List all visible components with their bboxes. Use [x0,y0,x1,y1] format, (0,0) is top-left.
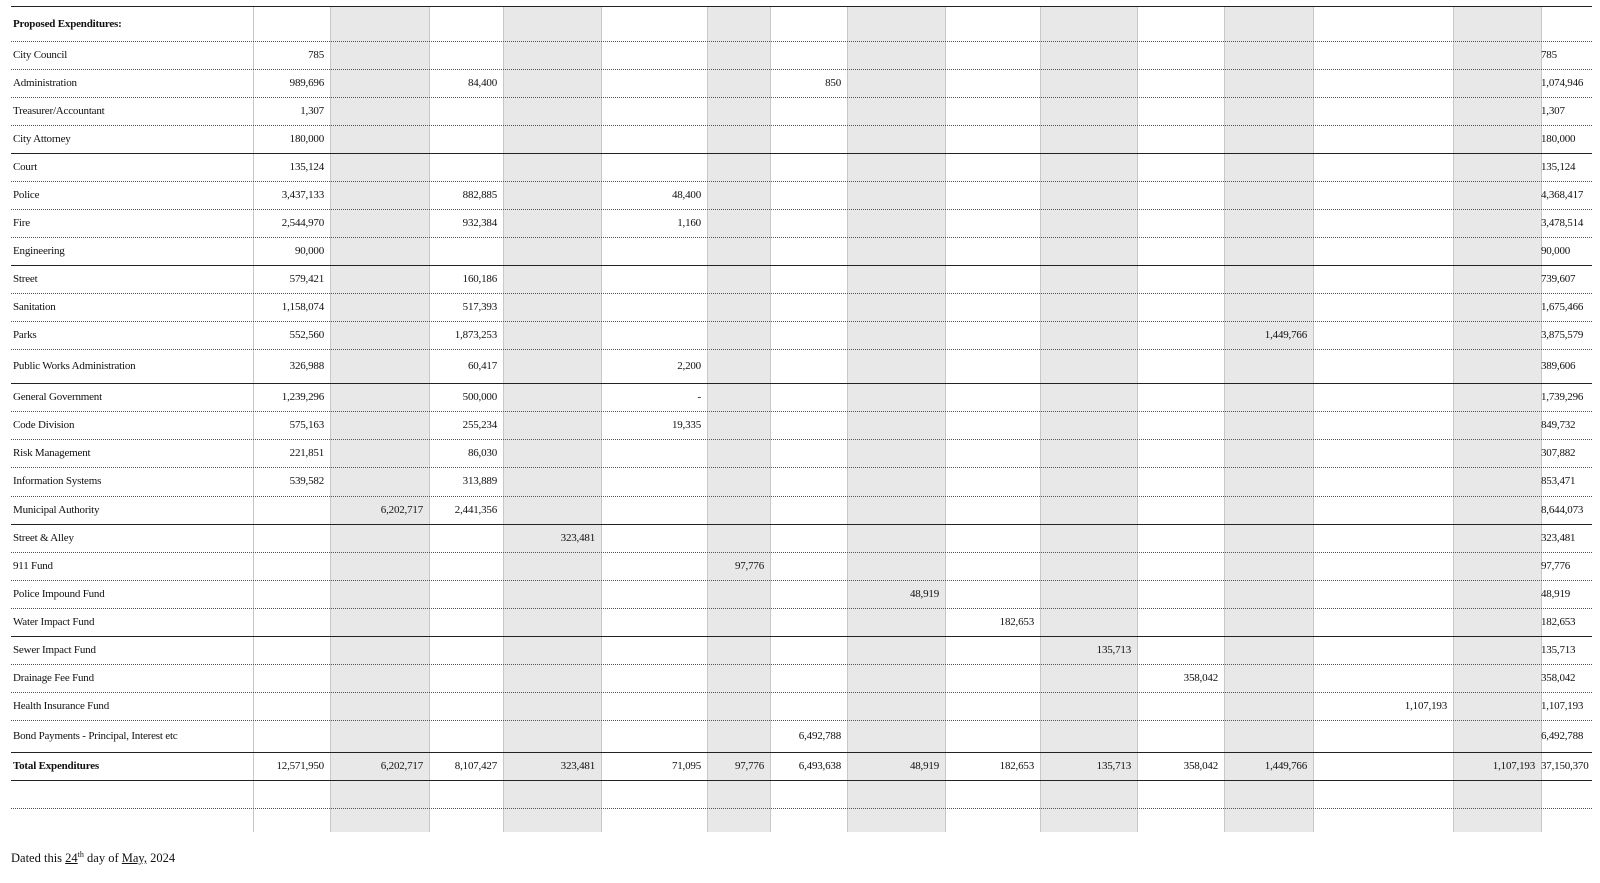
column-shade [707,6,770,832]
table-cell: 1,739,296 [1541,391,1584,403]
total-cell: 12,571,950 [276,760,324,772]
total-cell: 6,493,638 [798,760,841,772]
row-label: Fire [13,217,30,229]
row-divider [11,439,1592,440]
row-divider [11,293,1592,294]
column-shade [847,6,945,832]
row-label: Drainage Fee Fund [13,672,94,684]
row-divider [11,97,1592,98]
table-cell: 1,675,466 [1541,301,1584,313]
table-cell: - [697,391,701,403]
table-cell: 307,882 [1541,447,1576,459]
row-label: Treasurer/Accountant [13,105,105,117]
table-cell: 575,163 [289,419,324,431]
table-cell: 2,441,356 [454,504,497,516]
total-label: Total Expenditures [13,760,99,772]
row-label: Sewer Impact Fund [13,644,96,656]
table-cell: 739,607 [1541,273,1576,285]
table-cell: 180,000 [1541,133,1576,145]
row-divider [11,496,1592,497]
table-cell: 1,074,946 [1541,77,1584,89]
table-cell: 135,124 [289,161,324,173]
row-label: Sanitation [13,301,56,313]
row-divider [11,6,1592,7]
column-shade [1224,6,1313,832]
table-cell: 313,889 [462,475,497,487]
table-cell: 1,158,074 [281,301,324,313]
table-cell: 785 [1541,49,1557,61]
row-divider [11,383,1592,384]
total-cell: 182,653 [999,760,1034,772]
column-divider [1137,6,1138,832]
table-cell: 853,471 [1541,475,1576,487]
row-label: Administration [13,77,77,89]
total-cell: 323,481 [560,760,595,772]
row-label: Police Impound Fund [13,588,105,600]
table-cell: 1,239,296 [281,391,324,403]
column-divider [847,6,848,832]
table-cell: 358,042 [1541,672,1576,684]
table-cell: 135,713 [1541,644,1576,656]
table-cell: 86,030 [467,447,497,459]
table-cell: 1,160 [677,217,701,229]
row-label: Public Works Administration [13,360,136,372]
row-label: Health Insurance Fund [13,700,109,712]
table-cell: 849,732 [1541,419,1576,431]
row-divider [11,125,1592,126]
table-cell: 48,919 [909,588,939,600]
total-cell: 8,107,427 [454,760,497,772]
table-cell: 135,124 [1541,161,1576,173]
total-cell: 37,150,370 [1541,760,1589,772]
row-divider [11,467,1592,468]
table-cell: 48,919 [1541,588,1571,600]
table-cell: 255,234 [462,419,497,431]
row-label: City Council [13,49,68,61]
table-cell: 1,307 [300,105,324,117]
column-divider [1453,6,1454,832]
table-cell: 182,653 [1541,616,1576,628]
dated-day: 24 [65,851,78,866]
table-cell: 60,417 [467,360,497,372]
table-cell: 882,885 [462,189,497,201]
table-cell: 1,107,193 [1404,700,1447,712]
total-cell: 48,919 [909,760,939,772]
row-divider [11,153,1592,154]
row-divider [11,321,1592,322]
row-label: Water Impact Fund [13,616,95,628]
table-cell: 6,202,717 [380,504,423,516]
dated-prefix: Dated this [11,851,66,866]
total-cell: 1,107,193 [1492,760,1535,772]
table-cell: 90,000 [294,245,324,257]
table-cell: 97,776 [734,560,764,572]
row-label: Parks [13,329,37,341]
total-cell: 135,713 [1096,760,1131,772]
total-cell: 358,042 [1183,760,1218,772]
column-divider [707,6,708,832]
table-cell: 517,393 [462,301,497,313]
row-divider [11,237,1592,238]
column-divider [770,6,771,832]
table-cell: 3,875,579 [1541,329,1584,341]
table-cell: 160,186 [462,273,497,285]
column-shade [1040,6,1137,832]
column-divider [503,6,504,832]
table-cell: 2,200 [677,360,701,372]
table-cell: 389,606 [1541,360,1576,372]
table-cell: 84,400 [467,77,497,89]
table-cell: 48,400 [671,189,701,201]
row-divider [11,209,1592,210]
row-divider [11,552,1592,553]
table-cell: 579,421 [289,273,324,285]
table-cell: 180,000 [289,133,324,145]
total-cell: 71,095 [671,760,701,772]
row-label: Risk Management [13,447,91,459]
row-divider [11,265,1592,266]
expenditure-table [11,6,1592,832]
table-cell: 2,544,970 [281,217,324,229]
row-label: Code Division [13,419,75,431]
column-divider [1040,6,1041,832]
table-cell: 500,000 [462,391,497,403]
row-divider [11,636,1592,637]
dated-day-suffix: th [77,850,84,859]
column-divider [945,6,946,832]
table-cell: 3,478,514 [1541,217,1584,229]
table-cell: 8,644,073 [1541,504,1584,516]
table-cell: 850 [825,77,841,89]
row-label: Bond Payments - Principal, Interest etc [13,730,178,742]
row-divider [11,349,1592,350]
row-label: Police [13,189,40,201]
table-cell: 552,560 [289,329,324,341]
row-label: 911 Fund [13,560,53,572]
table-cell: 90,000 [1541,245,1571,257]
row-label: Information Systems [13,475,102,487]
table-cell: 989,696 [289,77,324,89]
row-label: City Attorney [13,133,71,145]
table-cell: 358,042 [1183,672,1218,684]
table-cell: 135,713 [1096,644,1131,656]
dated-line [11,850,175,866]
table-cell: 323,481 [560,532,595,544]
table-cell: 323,481 [1541,532,1576,544]
row-divider [11,524,1592,525]
table-cell: 785 [308,49,324,61]
table-cell: 4,368,417 [1541,189,1584,201]
column-shade [503,6,601,832]
dated-month: May, [121,851,147,866]
row-label: Street & Alley [13,532,74,544]
table-cell: 3,437,133 [281,189,324,201]
row-divider [11,664,1592,665]
table-cell: 19,335 [671,419,701,431]
row-divider [11,41,1592,42]
table-cell: 326,988 [289,360,324,372]
row-label: Engineering [13,245,65,257]
row-divider [11,608,1592,609]
row-label: Street [13,273,38,285]
table-cell: 1,449,766 [1264,329,1307,341]
row-divider [11,580,1592,581]
row-divider [11,780,1592,781]
table-cell: 539,582 [289,475,324,487]
column-shade [1453,6,1541,832]
table-cell: 182,653 [999,616,1034,628]
table-cell: 6,492,788 [1541,730,1584,742]
row-divider [11,411,1592,412]
row-label: Municipal Authority [13,504,100,516]
total-cell: 97,776 [734,760,764,772]
row-label: General Government [13,391,102,403]
table-heading: Proposed Expenditures: [13,18,122,30]
table-cell: 1,307 [1541,105,1565,117]
table-cell: 1,873,253 [454,329,497,341]
total-cell: 1,449,766 [1264,760,1307,772]
table-cell: 932,384 [462,217,497,229]
dated-mid: day of [83,851,122,866]
table-cell: 1,107,193 [1541,700,1584,712]
table-cell: 97,776 [1541,560,1571,572]
table-cell: 6,492,788 [798,730,841,742]
column-divider [1224,6,1225,832]
column-divider [330,6,331,832]
column-shade [330,6,429,832]
total-cell: 6,202,717 [380,760,423,772]
row-divider [11,808,1592,809]
row-label: Court [13,161,38,173]
table-cell: 221,851 [289,447,324,459]
row-divider [11,181,1592,182]
dated-year: 2024 [146,851,176,866]
